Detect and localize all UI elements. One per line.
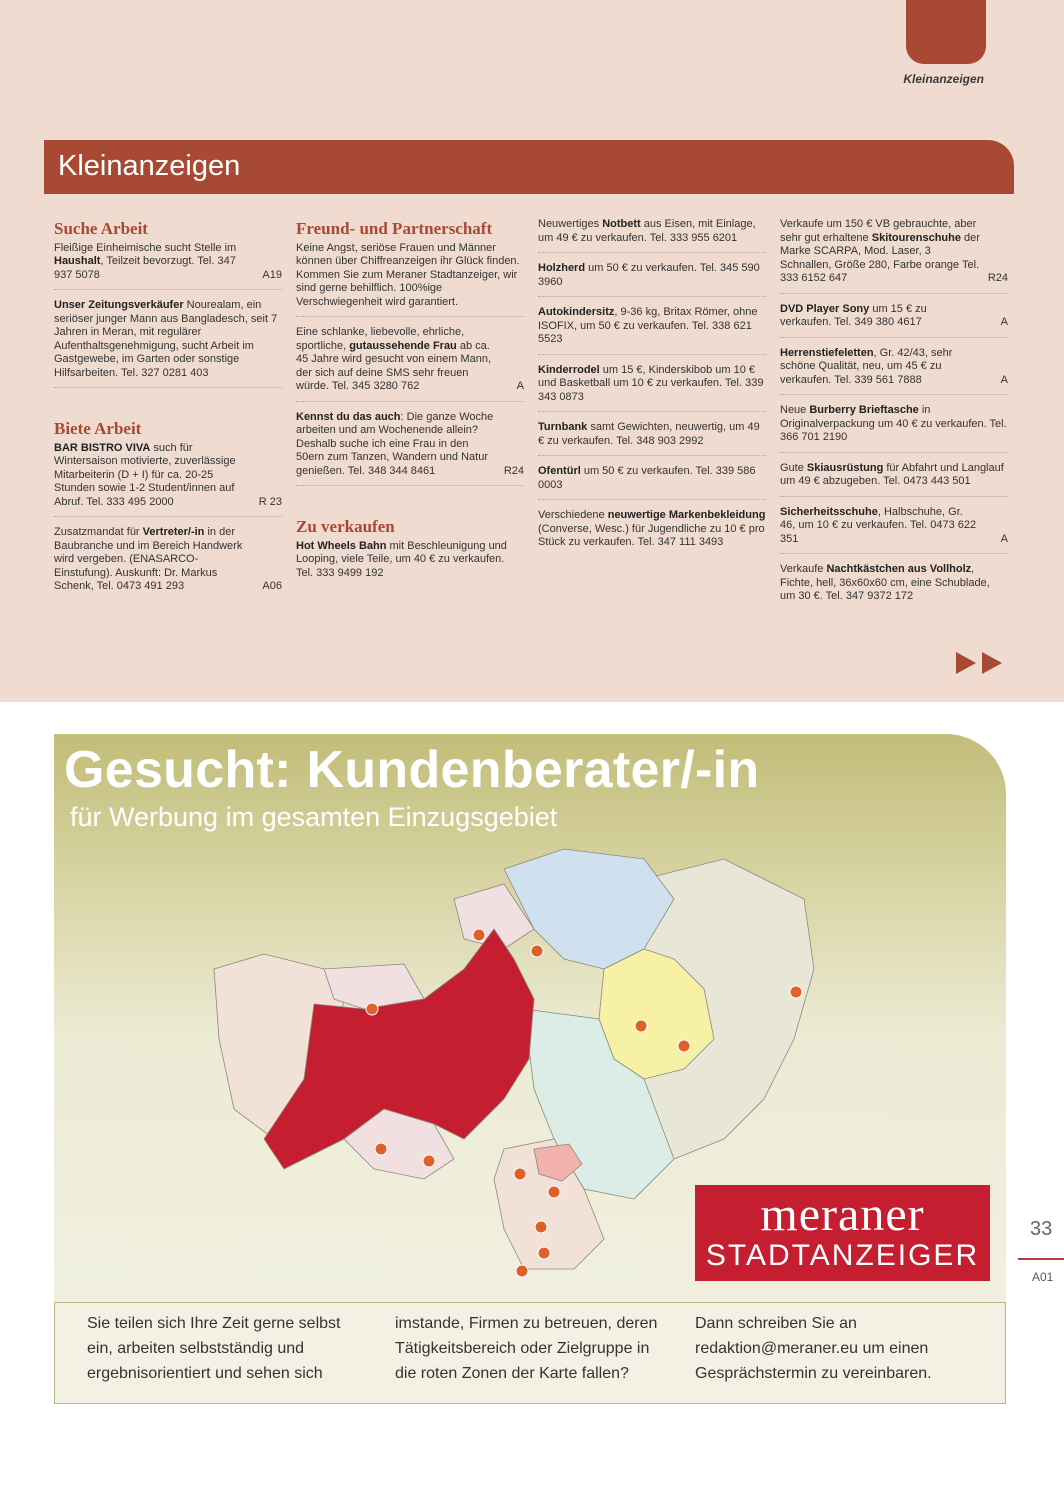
ad-item: Sicherheitsschuhe, Halbschuhe, Gr. 46, um 10 € zu verkaufen. Tel. 0473 622 351 A [780,506,1008,555]
column-2 [296,218,524,596]
page-code: A01 [1032,1270,1054,1284]
ad-item: Turnbank samt Gewichten, neuwertig, um 49 € zu verkaufen. Tel. 348 903 2992 [538,421,766,456]
ad-item: Neuwertiges Notbett aus Eisen, mit Einlage, um 49 € zu verkaufen. Tel. 333 955 6201 [538,218,766,253]
ad-code: A [516,380,524,392]
ad-item: Ofentürl um 50 € zu verkaufen. Tel. 339 586 0003 [538,465,766,500]
page-number: 33 [1030,1218,1053,1240]
column-1 [54,218,282,610]
advert-headline: Gesucht: Kundenberater/-in [64,741,760,799]
advert-footer [54,1302,1006,1404]
ad-item: Kennst du das auch: Die ganze Woche arbeiten und am Wochenende allein? Deshalb suche ich eine Frau in den 50ern zum Tanzen, Wandern und Natur genießen. Tel. 348 344 8461 R24 [296,411,524,487]
ad-code: A [1000,373,1008,386]
ad-item: Verschiedene neuwertige Markenbekleidung (Converse, Wesc.) für Jugendliche zu 10 € pro Stück zu verkaufen. Tel. 347 111 3493 [538,509,766,548]
ad-item: Eine schlanke, liebevolle, ehrliche, sportliche, gutaussehende Frau ab ca. 45 Jahre wird gesucht von einem Mann, der sich auf deine SMS sehr freuen würde. Tel. 345 3280 762 A [296,326,524,402]
classifieds-section [0,0,1064,702]
ad-code: A19 [262,268,282,281]
heading-biete-arbeit: Biete Arbeit [54,419,142,438]
ad-code: R24 [503,464,524,477]
column-3 [538,218,766,566]
ad-code: A [1000,532,1008,545]
column-4 [780,218,1008,620]
ad-code: A [1000,316,1008,328]
job-advert [54,734,1006,1404]
ad-item: Neue Burberry Brieftasche in Originalverpackung um 40 € zu verkaufen. Tel. 366 701 2190 [780,404,1008,453]
logo-subtitle: STADTANZEIGER [705,1239,980,1272]
ad-item: Gute Skiausrüstung für Abfahrt und Langlauf um 49 € abzugeben. Tel. 0473 443 501 [780,462,1008,497]
ad-item: BAR BISTRO VIVA such für Wintersaison motivierte, zuverlässige Mitarbeiterin (D + I) für ca. 20-25 Stunden sowie 1-2 Student/innen auf Abruf. Tel. 333 495 2000 R 23 [54,442,282,518]
meraner-logo [695,1185,990,1281]
ad-code: A06 [262,580,282,592]
ad-item: Herrenstiefeletten, Gr. 42/43, sehr schöne Qualität, neu, um 45 € zu verkaufen. Tel. 339 561 7888 A [780,347,1008,396]
footer-text-3: Dann schreiben Sie an redaktion@meraner.eu um einen Gesprächstermin zu vereinbaren. [695,1315,932,1382]
ad-item: Hot Wheels Bahn mit Beschleunigung und Looping, viele Teile, um 40 € zu verkaufen. Tel. 333 9499 192 [296,539,507,579]
ad-item: Unser Zeitungsverkäufer Nourealam, ein seriöser junger Mann aus Bangladesch, seit 7 Jahren in Meran, mit regulärer Aufenthaltsgenehmigung, sucht Arbeit im Gastgewebe, im Garten oder sonstige Hilfsarbeiten. Tel. 327 0281 403 [54,299,282,388]
advert-subline: für Werbung im gesamten Einzugsgebiet [70,802,558,832]
ad-item: Kinderrodel um 15 €, Kinderskibob um 10 € und Basketball um 10 € zu verkaufen. Tel. 339 343 0873 [538,364,766,413]
ad-item: Holzherd um 50 € zu verkaufen. Tel. 345 590 3960 [538,262,766,297]
ad-item: Autokindersitz, 9-36 kg, Britax Römer, ohne ISOFIX, um 50 € zu verkaufen. Tel. 338 621 5523 [538,306,766,355]
ad-item: Verkaufe Nachtkästchen aus Vollholz, Fichte, hell, 36x60x60 cm, eine Schublade, um 30 €. Tel. 347 9372 172 [780,563,990,602]
footer-text-2: imstande, Firmen zu betreuen, deren Tätigkeitsbereich oder Zielgruppe in die roten Zonen der Karte fallen? [395,1315,658,1382]
corner-tab [906,0,986,64]
ad-item: Verkaufe um 150 € VB gebrauchte, aber sehr gut erhaltene Skitourenschuhe der Marke SCARPA, Mod. Laser, 3 Schnallen, Größe 280, Farbe orange Tel. 333 6152 647 R24 [780,218,1008,294]
ad-item: DVD Player Sony um 15 € zu verkaufen. Tel. 349 380 4617 A [780,303,1008,338]
heading-suche-arbeit: Suche Arbeit [54,219,148,238]
ad-code: R 23 [258,495,282,508]
ad-item: Fleißige Einheimische sucht Stelle im Haushalt, Teilzeit bevorzugt. Tel. 347 937 5078 A19 [54,242,282,291]
ad-item: Zusatzmandat für Vertreter/-in in der Baubranche und im Bereich Handwerk wird vergeben. (ENASARCO-Einstufung). Auskunft: Dr. Markus Schenk, Tel. 0473 491 293 A06 [54,526,282,592]
heading-zu-verkaufen: Zu verkaufen [296,517,395,536]
section-label: Kleinanzeigen [903,72,984,86]
page-title: Kleinanzeigen [58,150,241,182]
heading-freund-partnerschaft: Freund- und Partnerschaft [296,219,493,238]
ad-item: Keine Angst, seriöse Frauen und Männer können über Chiffreanzeigen ihr Glück finden. Kommen Sie zum Meraner Stadtanzeiger, wir sind gerne behilflich. 100%ige Verschwiegenheit wird garantiert. [296,242,524,318]
continue-arrows-icon [956,652,1006,674]
title-bar [44,140,1014,194]
ad-code: R24 [987,272,1008,284]
footer-text-1: Sie teilen sich Ihre Zeit gerne selbst ein, arbeiten selbstständig und ergebnisorientiert und sehen sich [87,1315,341,1382]
page-divider [1018,1258,1064,1260]
logo-title: meraner [760,1188,925,1241]
